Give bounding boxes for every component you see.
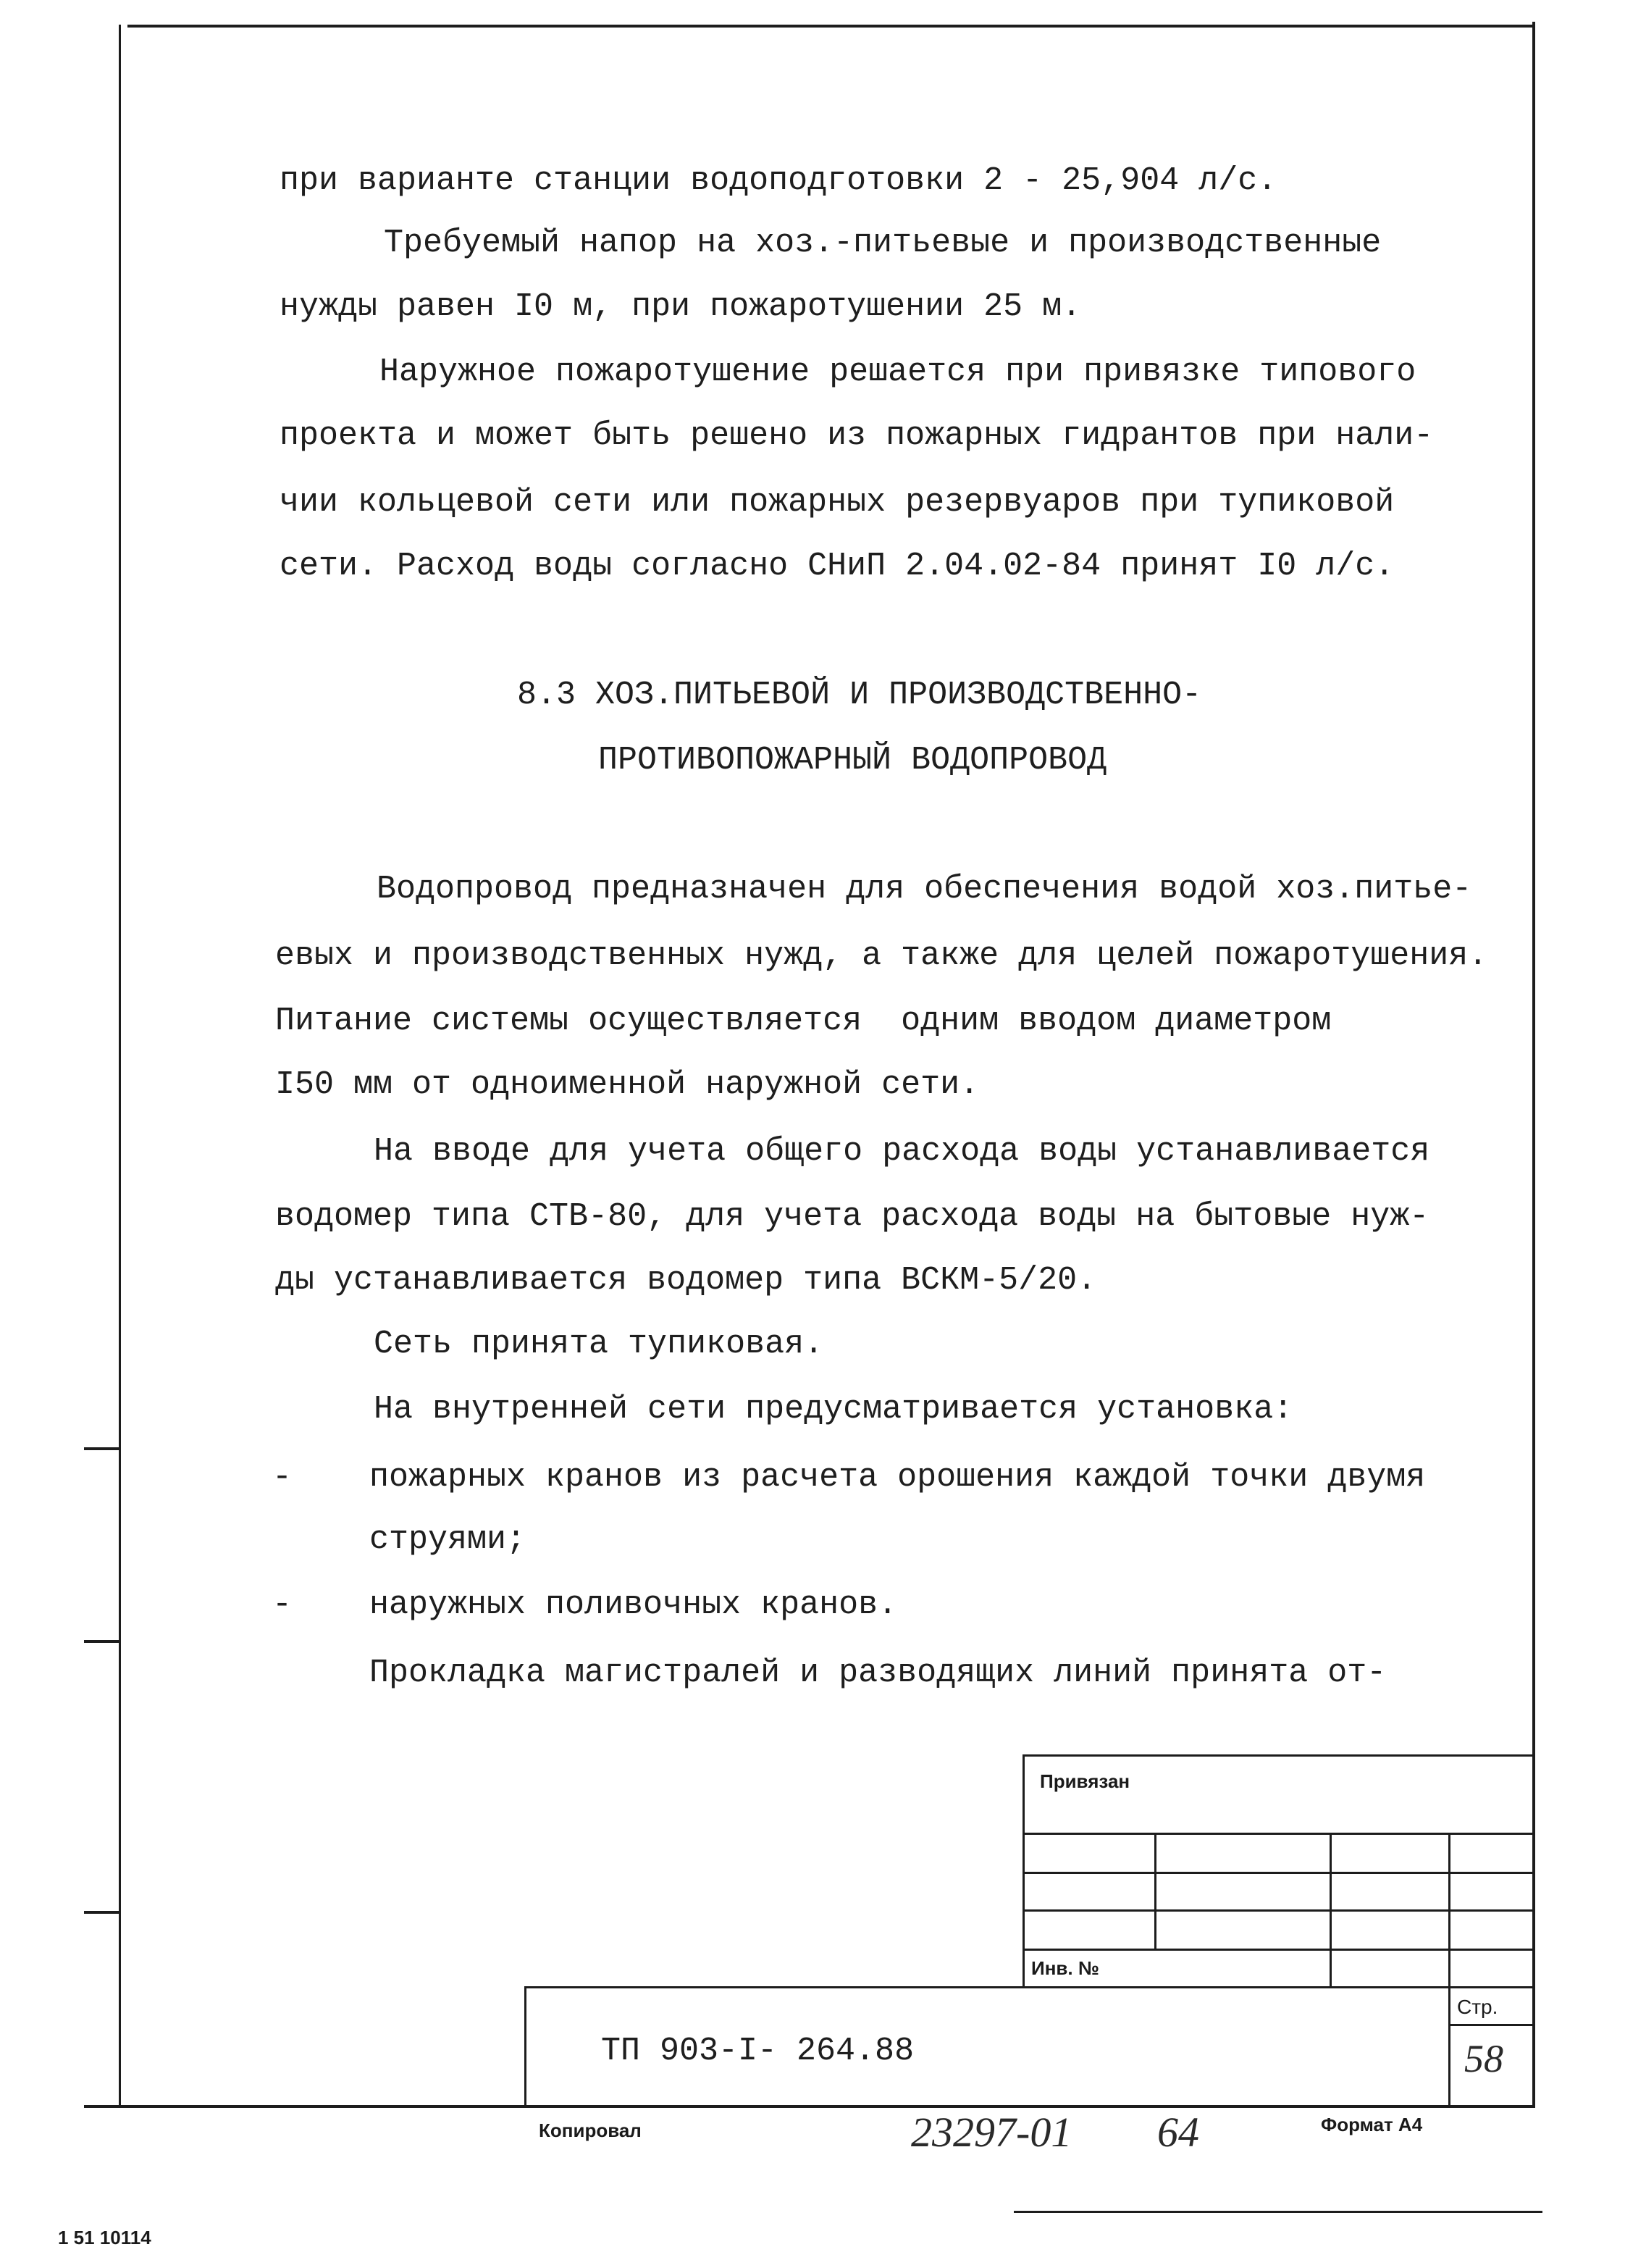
title-block-line	[1023, 1754, 1534, 1757]
print-code: 1 51 10114	[58, 2227, 151, 2248]
title-block-line	[1448, 1833, 1450, 2106]
title-block-line	[1023, 1872, 1534, 1874]
title-block-line	[524, 1986, 1534, 1988]
text-line: ды устанавливается водомер типа ВСКМ-5/20.	[275, 1262, 1097, 1299]
title-block-line	[1448, 2024, 1534, 2026]
title-block-line	[524, 1986, 526, 2106]
heading-line: 8.3 ХОЗ.ПИТЬЕВОЙ И ПРОИЗВОДСТВЕННО-	[517, 677, 1202, 714]
text-line: Сеть принята тупиковая.	[374, 1326, 824, 1363]
text-line: пожарных кранов из расчета орошения каждой точки двумя	[369, 1459, 1426, 1496]
text-line: водомер типа СТВ-80, для учета расхода воды на бытовые нуж-	[275, 1198, 1429, 1235]
frame-bottom-border	[84, 2105, 1535, 2108]
text-line: Прокладка магистралей и разводящих линий принята от-	[369, 1654, 1387, 1691]
list-marker: -	[272, 1586, 293, 1623]
title-block-line	[1023, 1909, 1534, 1912]
text-line: Водопровод предназначен для обеспечения водой хоз.питье-	[377, 871, 1472, 908]
title-block-line	[1330, 1833, 1332, 1988]
frame-right-border	[1532, 22, 1535, 2108]
text-line: Питание системы осуществляется одним вводом диаметром	[275, 1003, 1332, 1039]
document-code: ТП 903-I- 264.88	[601, 2033, 915, 2070]
format-label: Формат А4	[1321, 2114, 1423, 2135]
heading-line: ПРОТИВОПОЖАРНЫЙ ВОДОПРОВОД	[598, 742, 1107, 779]
copy-suffix: 64	[1157, 2109, 1199, 2156]
text-line: проекта и может быть решено из пожарных гидрантов при нали-	[280, 417, 1434, 454]
title-block-line	[1023, 1754, 1025, 1988]
text-line: евых и производственных нужд, а также для целей пожаротушения.	[275, 937, 1488, 974]
copied-label: Копировал	[539, 2120, 642, 2141]
footer-rule	[1014, 2211, 1542, 2213]
text-line: чии кольцевой сети или пожарных резервуаров при тупиковой	[280, 484, 1395, 521]
text-line: На вводе для учета общего расхода воды устанавливается	[374, 1133, 1430, 1170]
text-line: I50 мм от одноименной наружной сети.	[275, 1066, 980, 1103]
margin-tick	[84, 1911, 120, 1914]
title-block-line	[1023, 1949, 1534, 1951]
copy-number: 23297-01	[911, 2109, 1072, 2156]
title-block-line	[1154, 1833, 1156, 1950]
text-line: нужды равен I0 м, при пожаротушении 25 м.	[280, 288, 1082, 325]
margin-tick	[84, 1447, 120, 1450]
text-line: На внутренней сети предусматривается установка:	[374, 1391, 1293, 1428]
text-line: при варианте станции водоподготовки 2 - 25,904 л/с.	[280, 162, 1277, 199]
text-line: струями;	[369, 1521, 526, 1558]
inventory-label: Инв. №	[1031, 1957, 1099, 1979]
frame-top-border	[127, 25, 1535, 28]
list-marker: -	[272, 1459, 293, 1496]
frame-left-border	[119, 25, 121, 2108]
page-label: Стр.	[1457, 1996, 1498, 2018]
text-line: сети. Расход воды согласно СНиП 2.04.02-84 принят I0 л/с.	[280, 548, 1395, 585]
page-number: 58	[1464, 2037, 1503, 2080]
text-line: наружных поливочных кранов.	[369, 1586, 898, 1623]
margin-tick	[84, 1640, 120, 1643]
title-block-line	[1023, 1833, 1534, 1835]
text-line: Требуемый напор на хоз.-питьевые и производственные	[384, 225, 1382, 261]
text-line: Наружное пожаротушение решается при привязке типового	[379, 353, 1416, 390]
attached-label: Привязан	[1040, 1770, 1130, 1792]
